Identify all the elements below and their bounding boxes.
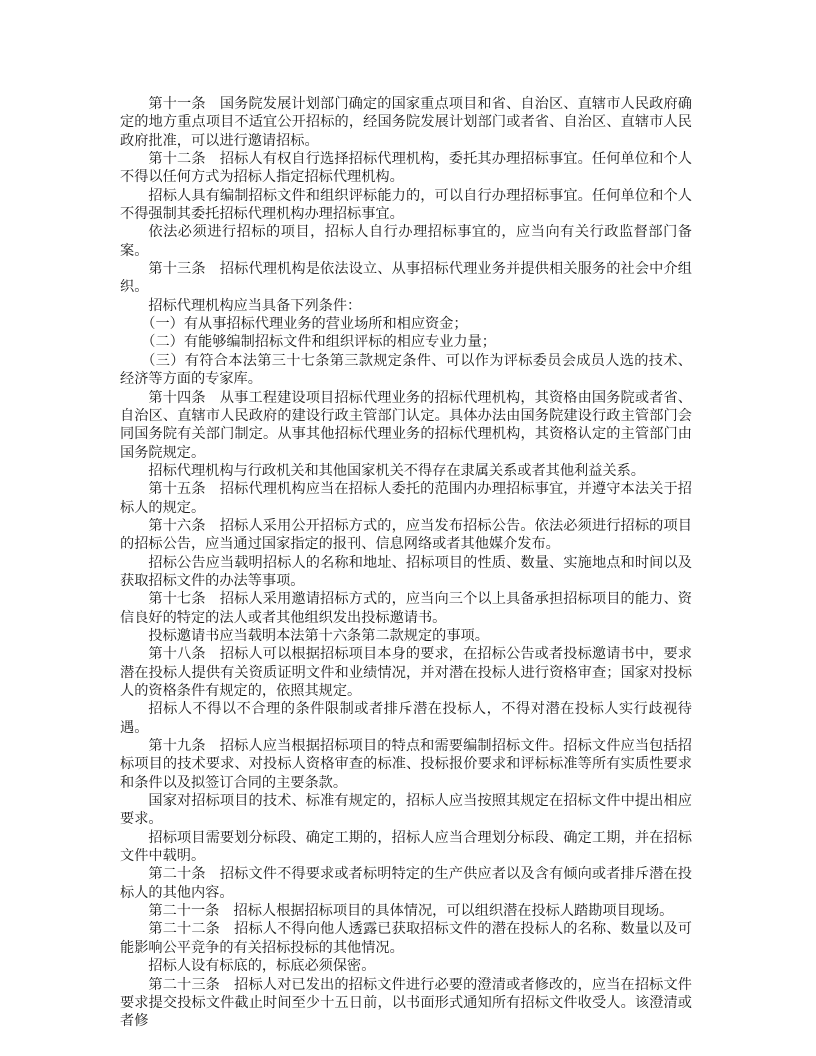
document-page <box>120 95 692 1031</box>
paragraph-art-15 <box>120 480 692 517</box>
paragraph-text: 招标代理机构应当在招标人委托的范围内办理招标事宜，并遵守本法关于招标人的规定。 <box>120 481 692 516</box>
paragraph-art-16 <box>120 517 692 554</box>
paragraph-text: 招标代理机构与行政机关和其他国家机关不得存在隶属关系或者其他利益关系。 <box>148 462 645 479</box>
paragraph-text: 国家对招标项目的技术、标准有规定的，招标人应当按照其规定在招标文件中提出相应要求。 <box>120 793 692 828</box>
paragraph-text: 国务院发展计划部门确定的国家重点项目和省、自治区、直辖市人民政府确定的地方重点项目不适宜公开招标的，经国务院发展计划部门或者省、自治区、直辖市人民政府批准，可以进行邀请招标。 <box>120 96 692 149</box>
article-number: 第十四条 <box>148 389 206 406</box>
paragraph-art-17 <box>120 590 692 627</box>
paragraph-art-18 <box>120 645 692 700</box>
article-number: 第二十条 <box>148 866 206 883</box>
list-item <box>120 352 692 389</box>
paragraph-text: 招标代理机构应当具备下列条件： <box>148 297 362 314</box>
article-number: 第二十二条 <box>148 921 220 938</box>
article-number: 第十五条 <box>148 481 206 498</box>
paragraph-text: 招标文件不得要求或者标明特定的生产供应者以及含有倾向或者排斥潜在投标人的其他内容。 <box>120 866 692 901</box>
paragraph-text: 招标人采用邀请招标方式的，应当向三个以上具备承担招标项目的能力、资信良好的特定的法人或者其他组织发出投标邀请书。 <box>120 591 692 626</box>
list-item <box>120 315 692 333</box>
paragraph-art-14 <box>120 389 692 462</box>
paragraph <box>120 223 692 260</box>
paragraph-art-11 <box>120 95 692 150</box>
paragraph <box>120 829 692 866</box>
paragraph-art-23 <box>120 976 692 1031</box>
article-number: 第十九条 <box>148 738 206 755</box>
list-item-text: （一）有从事招标代理业务的营业场所和相应资金； <box>141 316 468 333</box>
paragraph-text: 招标人有权自行选择招标代理机构，委托其办理招标事宜。任何单位和个人不得以任何方式为招标人指定招标代理机构。 <box>120 151 692 186</box>
paragraph <box>120 792 692 829</box>
article-number: 第十一条 <box>148 96 206 112</box>
paragraph-text: 招标人不得向他人透露已获取招标文件的潜在投标人的名称、数量以及可能影响公平竞争的有关招标投标的其他情况。 <box>120 921 692 956</box>
article-number: 第二十一条 <box>148 903 220 920</box>
paragraph-text: 招标人不得以不合理的条件限制或者排斥潜在投标人，不得对潜在投标人实行歧视待遇。 <box>120 701 692 736</box>
list-item-text: （二）有能够编制招标文件和组织评标的相应专业力量； <box>141 334 496 351</box>
article-number: 第十六条 <box>148 517 206 534</box>
paragraph-art-12 <box>120 150 692 187</box>
paragraph-text: 从事工程建设项目招标代理业务的招标代理机构，其资格由国务院或者省、自治区、直辖市人民政府的建设行政主管部门认定。具体办法由国务院建设行政主管部门会同国务院有关部门制定。从事其他招标代理业务的招标代理机构，其资格认定的主管部门由国务院规定。 <box>120 389 692 461</box>
paragraph-text: 依法必须进行招标的项目，招标人自行办理招标事宜的，应当向有关行政监督部门备案。 <box>120 224 692 259</box>
paragraph-art-20 <box>120 865 692 902</box>
paragraph <box>120 297 692 315</box>
paragraph <box>120 627 692 645</box>
article-number: 第十八条 <box>148 646 206 663</box>
paragraph-art-19 <box>120 737 692 792</box>
paragraph <box>120 187 692 224</box>
paragraph-text: 招标人根据招标项目的具体情况，可以组织潜在投标人踏勘项目现场。 <box>233 903 674 920</box>
paragraph-text: 招标公告应当载明招标人的名称和地址、招标项目的性质、数量、实施地点和时间以及获取招标文件的办法等事项。 <box>120 554 692 589</box>
article-number: 第十三条 <box>148 261 206 278</box>
paragraph <box>120 957 692 975</box>
paragraph-text: 招标人设有标底的，标底必须保密。 <box>148 958 376 975</box>
paragraph-text: 招标人可以根据招标项目本身的要求，在招标公告或者投标邀请书中，要求潜在投标人提供有关资质证明文件和业绩情况，并对潜在投标人进行资格审查；国家对投标人的资格条件有规定的，依照其规定。 <box>120 646 692 699</box>
paragraph <box>120 462 692 480</box>
article-number: 第十七条 <box>148 591 206 608</box>
paragraph-text: 招标人具有编制招标文件和组织评标能力的，可以自行办理招标事宜。任何单位和个人不得强制其委托招标代理机构办理招标事宜。 <box>120 187 692 223</box>
article-number: 第十二条 <box>148 151 206 168</box>
paragraph-text: 招标人对已发出的招标文件进行必要的澄清或者修改的，应当在招标文件要求提交投标文件截止时间至少十五日前，以书面形式通知所有招标文件收受人。该澄清或者修 <box>120 976 692 1030</box>
paragraph-art-21 <box>120 902 692 920</box>
paragraph <box>120 554 692 591</box>
paragraph-text: 招标项目需要划分标段、确定工期的，招标人应当合理划分标段、确定工期，并在招标文件中载明。 <box>120 829 692 865</box>
paragraph-art-13 <box>120 260 692 297</box>
paragraph-text: 投标邀请书应当载明本法第十六条第二款规定的事项。 <box>148 627 489 644</box>
article-number: 第二十三条 <box>148 976 220 993</box>
paragraph-text: 招标代理机构是依法设立、从事招标代理业务并提供相关服务的社会中介组织。 <box>120 261 692 296</box>
list-item <box>120 333 692 351</box>
paragraph-text: 招标人采用公开招标方式的，应当发布招标公告。依法必须进行招标的项目的招标公告，应当通过国家指定的报刊、信息网络或者其他媒介发布。 <box>120 517 692 553</box>
paragraph <box>120 700 692 737</box>
list-item-text: （三）有符合本法第三十七条第三款规定条件、可以作为评标委员会成员人选的技术、经济等方面的专家库。 <box>120 352 692 388</box>
paragraph-text: 招标人应当根据招标项目的特点和需要编制招标文件。招标文件应当包括招标项目的技术要求、对投标人资格审查的标准、投标报价要求和评标标准等所有实质性要求和条件以及拟签订合同的主要条款。 <box>120 738 692 791</box>
paragraph-art-22 <box>120 920 692 957</box>
